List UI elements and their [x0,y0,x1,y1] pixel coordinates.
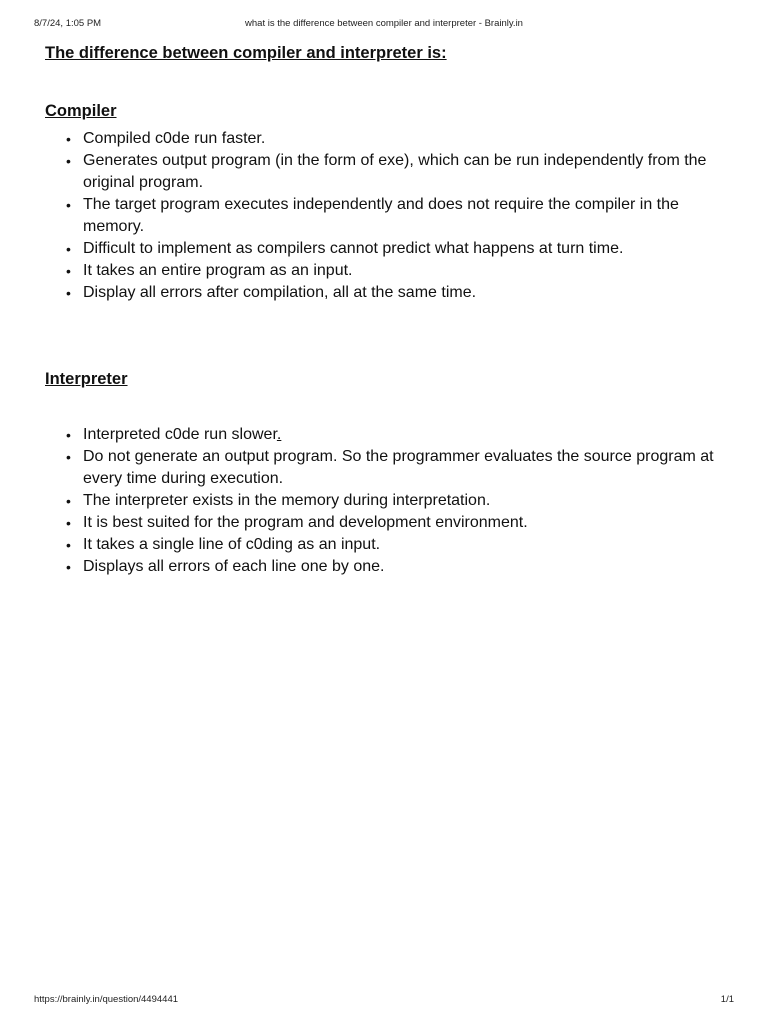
bullet-icon: • [66,197,71,213]
list-item [66,194,735,238]
print-footer [34,994,734,1008]
list-item [66,490,735,512]
list-item-text: The interpreter exists in the memory during interpretation. [83,492,491,509]
list-item [66,446,735,490]
bullet-icon: • [66,493,71,509]
bullet-icon: • [66,263,71,279]
list-item [66,534,735,556]
list-item-text: It is best suited for the program and development environment. [83,514,528,531]
list-item-text: Interpreted c0de run slower [83,426,277,443]
interpreter-list [45,424,735,578]
interpreter-heading: Interpreter [45,370,128,388]
bullet-icon: • [66,449,71,465]
bullet-icon: • [66,153,71,169]
list-item [66,556,735,578]
list-item-text: Do not generate an output program. So the programmer evaluates the source program at every time during execution. [83,448,714,487]
print-datetime: 8/7/24, 1:05 PM [34,18,102,29]
print-page-title: what is the difference between compiler and interpreter - Brainly.in [245,18,523,29]
bullet-icon: • [66,241,71,257]
list-item-text: Generates output program (in the form of exe), which can be run independently from the original program. [83,152,707,191]
bullet-icon: • [66,427,71,443]
list-item [66,424,735,446]
list-item [66,150,735,194]
page-number: 1/1 [720,994,734,1005]
underlined-period: . [276,426,282,443]
list-item-text: Displays all errors of each line one by one. [83,558,385,575]
list-item-text: Compiled c0de run faster. [83,130,266,147]
list-item [66,238,735,260]
list-item [66,282,735,304]
bullet-icon: • [66,537,71,553]
compiler-heading: Compiler [45,102,117,120]
list-item [66,260,735,282]
bullet-icon: • [66,131,71,147]
list-item-text: It takes an entire program as an input. [83,262,353,279]
list-item [66,128,735,150]
page-url[interactable]: https://brainly.in/question/4494441 [34,994,179,1005]
bullet-icon: • [66,515,71,531]
list-item [66,512,735,534]
main-heading: The difference between compiler and interpreter is: [45,44,447,62]
bullet-icon: • [66,285,71,301]
bullet-icon: • [66,559,71,575]
list-item-text: The target program executes independently and does not require the compiler in the memory. [83,196,679,235]
print-header [34,18,734,32]
list-item-text: It takes a single line of c0ding as an input. [83,536,381,553]
list-item-text: Display all errors after compilation, all at the same time. [83,284,477,301]
compiler-list [45,128,735,304]
list-item-text: Difficult to implement as compilers cannot predict what happens at turn time. [83,240,624,257]
article-content [45,42,735,578]
